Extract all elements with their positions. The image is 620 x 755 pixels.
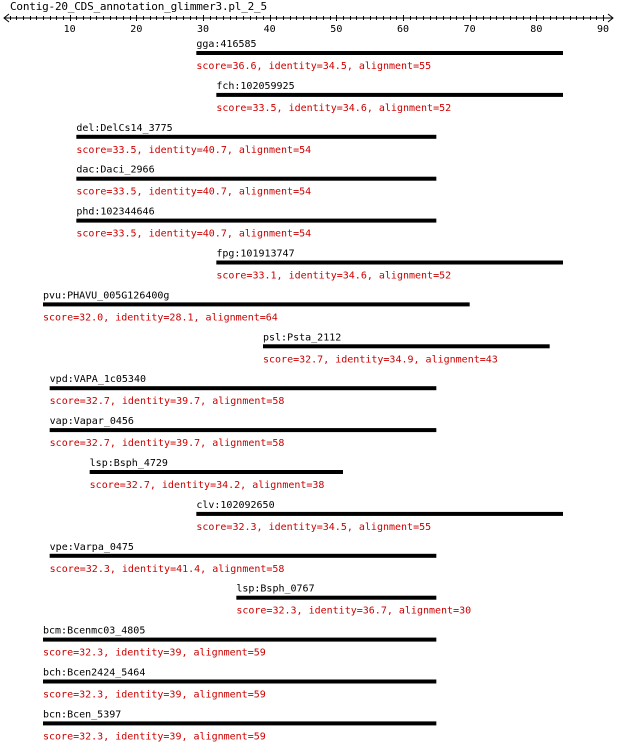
hit-alignment-bar xyxy=(90,470,343,474)
hit-name-label: del:DelCs14_3775 xyxy=(76,122,173,134)
hit-alignment-bar xyxy=(76,135,436,139)
hit-score-label: score=32.3, identity=39, alignment=59 xyxy=(43,689,266,701)
diagram-title: Contig-20_CDS_annotation_glimmer3.pl_2_5 xyxy=(10,0,267,13)
hit-alignment-bar xyxy=(263,344,550,348)
axis-tick-label: 80 xyxy=(530,24,543,35)
hit-score-label: score=33.5, identity=40.7, alignment=54 xyxy=(76,228,312,240)
axis-tick-label: 40 xyxy=(263,24,276,35)
hit-score-label: score=32.3, identity=39, alignment=59 xyxy=(43,647,266,659)
hit-score-label: score=33.5, identity=34.6, alignment=52 xyxy=(216,102,452,114)
hit-alignment-bar xyxy=(216,93,563,97)
hit-alignment-bar xyxy=(50,386,437,390)
axis-tick-label: 70 xyxy=(463,24,476,35)
hit-name-label: bcm:Bcenmc03_4805 xyxy=(43,625,146,637)
hit-score-label: score=32.3, identity=34.5, alignment=55 xyxy=(196,521,432,533)
hit-score-label: score=32.7, identity=39.7, alignment=58 xyxy=(49,438,285,450)
hit-alignment-bar xyxy=(50,428,437,432)
hit-name-label: lsp:Bsph_4729 xyxy=(89,458,168,469)
hit-score-label: score=32.3, identity=36.7, alignment=30 xyxy=(236,605,472,617)
hit-name-label: vpd:VAPA_1c05340 xyxy=(49,374,146,386)
hit-name-label: psl:Psta_2112 xyxy=(263,332,342,344)
hit-name-label: phd:102344646 xyxy=(76,206,155,218)
hit-name-label: bch:Bcen2424_5464 xyxy=(43,667,146,679)
hit-alignment-bar xyxy=(196,512,563,516)
axis-tick-label: 10 xyxy=(63,24,76,35)
hit-name-label: fpg:101913747 xyxy=(216,248,295,260)
hit-score-label: score=32.7, identity=39.7, alignment=58 xyxy=(49,396,285,408)
hit-score-label: score=32.3, identity=39, alignment=59 xyxy=(43,731,266,743)
hit-score-label: score=36.6, identity=34.5, alignment=55 xyxy=(196,61,432,72)
hit-score-label: score=32.7, identity=34.9, alignment=43 xyxy=(263,354,498,366)
hit-score-label: score=33.1, identity=34.6, alignment=52 xyxy=(216,270,452,282)
hit-alignment-bar xyxy=(76,177,436,181)
hit-name-label: dac:Daci_2966 xyxy=(76,164,155,176)
axis-tick-label: 50 xyxy=(330,24,343,35)
hit-alignment-bar xyxy=(43,638,436,642)
hit-alignment-bar xyxy=(216,261,563,265)
hit-score-label: score=32.3, identity=41.4, alignment=58 xyxy=(49,563,285,575)
hit-alignment-bar xyxy=(43,302,470,306)
hit-name-label: vpe:Varpa_0475 xyxy=(49,541,134,553)
hit-alignment-bar xyxy=(76,219,436,223)
hit-name-label: bcn:Bcen_5397 xyxy=(43,709,122,721)
hit-name-label: gga:416585 xyxy=(196,39,257,50)
hit-alignment-bar xyxy=(236,596,436,600)
hit-score-label: score=32.0, identity=28.1, alignment=64 xyxy=(43,312,278,324)
hit-score-label: score=33.5, identity=40.7, alignment=54 xyxy=(76,144,312,156)
axis-tick-label: 90 xyxy=(596,24,610,35)
axis-tick-label: 20 xyxy=(130,24,143,35)
hit-alignment-bar xyxy=(196,51,563,55)
axis-tick-label: 30 xyxy=(196,24,210,35)
hit-name-label: lsp:Bsph_0767 xyxy=(236,583,315,595)
axis-tick-label: 60 xyxy=(396,24,410,35)
hit-score-label: score=32.7, identity=34.2, alignment=38 xyxy=(89,480,325,491)
hit-alignment-bar xyxy=(50,554,437,558)
hit-name-label: vap:Vapar_0456 xyxy=(49,416,134,428)
hit-name-label: fch:102059925 xyxy=(216,80,295,92)
hit-alignment-bar xyxy=(43,721,436,725)
hit-name-label: pvu:PHAVU_005G126400g xyxy=(43,290,170,302)
hit-name-label: clv:102092650 xyxy=(196,499,275,511)
hit-score-label: score=33.5, identity=40.7, alignment=54 xyxy=(76,186,312,198)
hit-alignment-bar xyxy=(43,680,436,684)
